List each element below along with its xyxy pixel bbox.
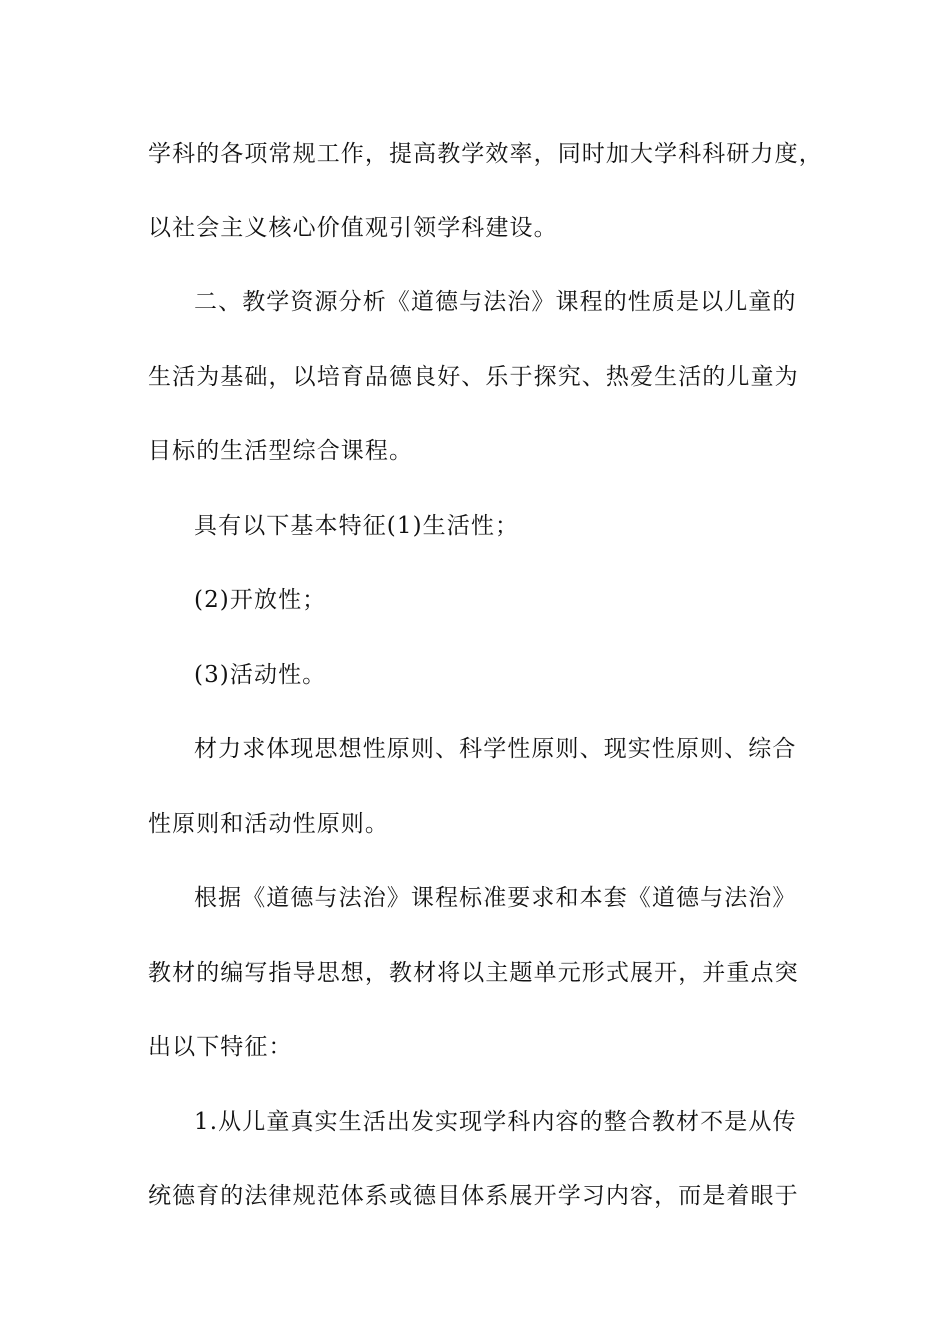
- paragraph-start: (3)活动性。: [194, 662, 327, 688]
- text-line: 教材的编写指导思想，教材将以主题单元形式展开，并重点突: [148, 960, 799, 986]
- text-line: 出以下特征：: [148, 1034, 293, 1060]
- text-line: 学科的各项常规工作，提高教学效率，同时加大学科科研力度，: [148, 141, 823, 167]
- paragraph-start: 1.从儿童真实生活出发实现学科内容的整合教材不是从传: [194, 1109, 797, 1135]
- paragraph-start: 材力求体现思想性原则、科学性原则、现实性原则、综合: [194, 736, 797, 762]
- text-line: 生活为基础，以培育品德良好、乐于探究、热爱生活的儿童为: [148, 364, 799, 390]
- paragraph-start: 二、教学资源分析《道德与法治》课程的性质是以儿童的: [194, 289, 797, 315]
- text-line: 统德育的法律规范体系或德目体系展开学习内容，而是着眼于: [148, 1183, 799, 1209]
- paragraph-start: 具有以下基本特征(1)生活性；: [194, 513, 520, 539]
- paragraph-start: (2)开放性；: [194, 587, 327, 613]
- paragraph-start: 根据《道德与法治》课程标准要求和本套《道德与法治》: [194, 885, 797, 911]
- text-line: 以社会主义核心价值观引领学科建设。: [148, 215, 558, 241]
- text-line: 目标的生活型综合课程。: [148, 438, 414, 464]
- text-line: 性原则和活动性原则。: [148, 811, 389, 837]
